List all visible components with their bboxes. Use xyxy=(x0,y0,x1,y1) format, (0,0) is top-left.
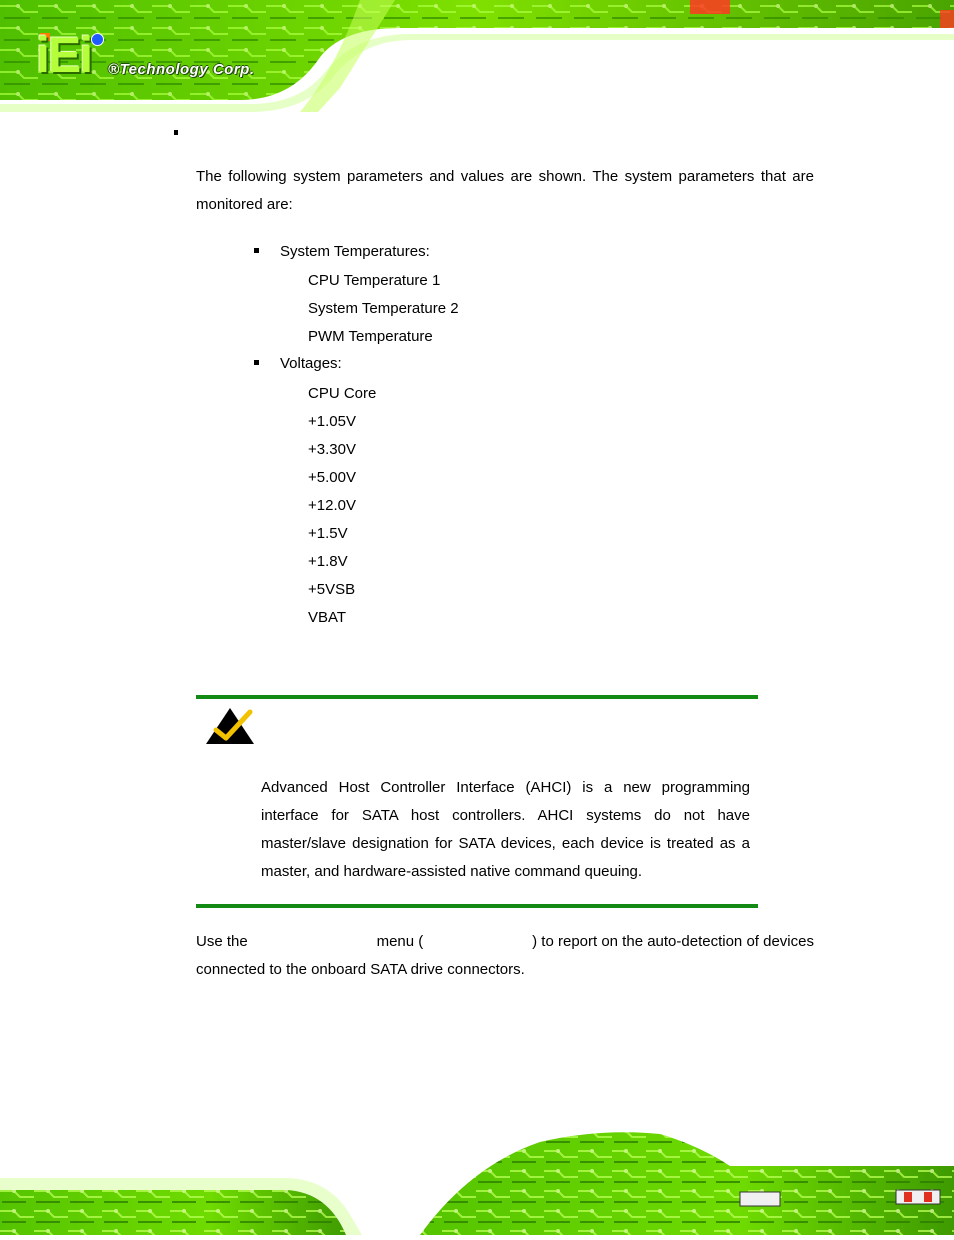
note-bottom-rule xyxy=(196,904,758,908)
note-line: interface for SATA host controllers. AHCI systems do not have xyxy=(261,807,750,824)
note-line: master, and hardware-assisted native command queuing. xyxy=(261,863,643,880)
list-item: CPU Core xyxy=(308,385,377,402)
closing-text-part: ) to report on the auto-detection of devices xyxy=(532,933,814,950)
list-item: +3.30V xyxy=(308,441,356,458)
list-item: +5VSB xyxy=(308,581,356,598)
list-item: System Temperature 2 xyxy=(308,300,459,317)
list-item: VBAT xyxy=(308,609,347,626)
note-line: master/slave designation for SATA devices, each device is treated as a xyxy=(261,835,750,852)
note-paragraph xyxy=(261,774,750,886)
closing-line-2: connected to the onboard SATA drive connectors. xyxy=(196,961,525,978)
logo-letters: iEi xyxy=(36,27,92,83)
list-item: +5.00V xyxy=(308,469,356,486)
circuit-board-footer-graphic xyxy=(0,1126,954,1235)
list-bullet-icon xyxy=(254,248,259,253)
page-footer-banner xyxy=(0,1126,954,1235)
list-item: +1.05V xyxy=(308,413,356,430)
closing-line-1 xyxy=(196,928,814,956)
closing-paragraph xyxy=(196,928,814,984)
closing-text-part: menu ( xyxy=(376,933,424,950)
logo-company-name: ®Technology Corp. xyxy=(108,61,255,78)
list-item: +1.5V xyxy=(308,525,348,542)
voltages-heading: Voltages: xyxy=(280,355,342,372)
list-item: CPU Temperature 1 xyxy=(308,272,441,289)
closing-text-part: Use the xyxy=(196,933,248,950)
intro-paragraph: The following system parameters and values are shown. The system parameters that are monitored are: xyxy=(196,168,814,213)
section-bullet-icon xyxy=(174,130,178,135)
checkmark-warning-icon xyxy=(204,706,256,746)
note-line: Advanced Host Controller Interface (AHCI) is a new programming xyxy=(261,779,750,796)
list-item: PWM Temperature xyxy=(308,328,433,345)
company-logo xyxy=(36,27,296,83)
note-top-rule xyxy=(196,695,758,699)
list-bullet-icon xyxy=(254,360,259,365)
page-header-banner xyxy=(0,0,954,112)
list-item: +1.8V xyxy=(308,553,348,570)
list-item: +12.0V xyxy=(308,497,356,514)
temperatures-heading: System Temperatures: xyxy=(280,243,430,260)
logo-dot-icon xyxy=(91,33,104,46)
